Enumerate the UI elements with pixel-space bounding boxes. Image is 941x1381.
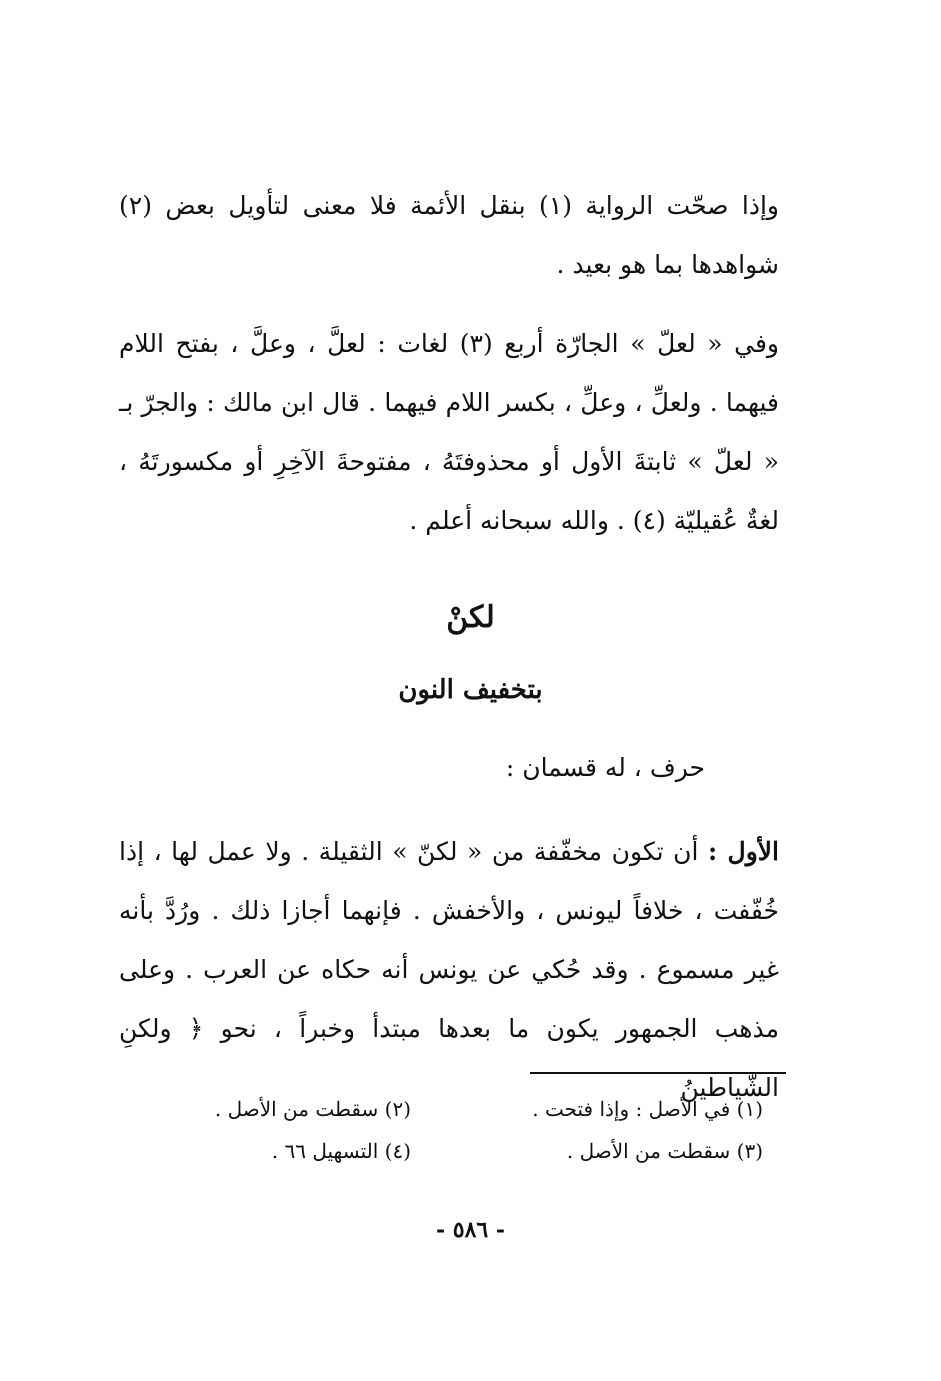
footnote-divider [530,1072,786,1074]
lead-word: الأول : [708,837,779,866]
footnote-4: (٤) التسهيل ٦٦ . [271,1139,411,1163]
page-number: - ٥٨٦ - [435,1217,506,1243]
footnote-2: (٢) سقطت من الأصل . [214,1097,411,1121]
footnote-1: (١) في الأصل : وإذا فتحت . [532,1097,763,1121]
paragraph-1 [119,176,779,294]
paragraph-1-text: وإذا صحّت الرواية (١) بنقل الأئمة فلا معنى لتأويل بعض (٢) شواهدها بما هو بعيد . [119,191,779,279]
section-subtitle: بتخفيف النون [398,675,543,705]
paragraph-2 [119,314,779,550]
paragraph-2-text: وفي « لعلّ » الجارّة أربع (٣) لغات : لعلَّ ، وعلَّ ، بفتح اللام فيهما . ولعلِّ ، وعلِّ ، بكسر اللام فيهما . قال ابن مالك : والجرّ بـ « لعلّ » ثابتةَ الأول أو محذوفتَهُ ، مفتوحةَ الآخِرِ أو مكسورتَهُ ، لغةٌ عُقيليّة (٤) . والله سبحانه أعلم . [119,329,779,535]
section-intro: حرف ، له قسمان : [505,753,705,782]
footnote-3: (٣) سقطت من الأصل . [566,1139,763,1163]
paragraph-3-body: أن تكون مخفّفة من « لكنّ » الثقيلة . ولا عمل لها ، إذا خُفّفت ، خلافاً ليونس ، والأخفش . فإنهما أجازا ذلك . ورُدَّ بأنه غير مسموع . وقد حُكي عن يونس أنه حكاه عن العرب . وعلى مذهب الجمهور يكون ما بعدها مبتدأ وخبراً ، نحو ﴿ ولكنِ الشّياطينُ [119,837,779,1102]
section-title: لكنْ [446,600,495,635]
